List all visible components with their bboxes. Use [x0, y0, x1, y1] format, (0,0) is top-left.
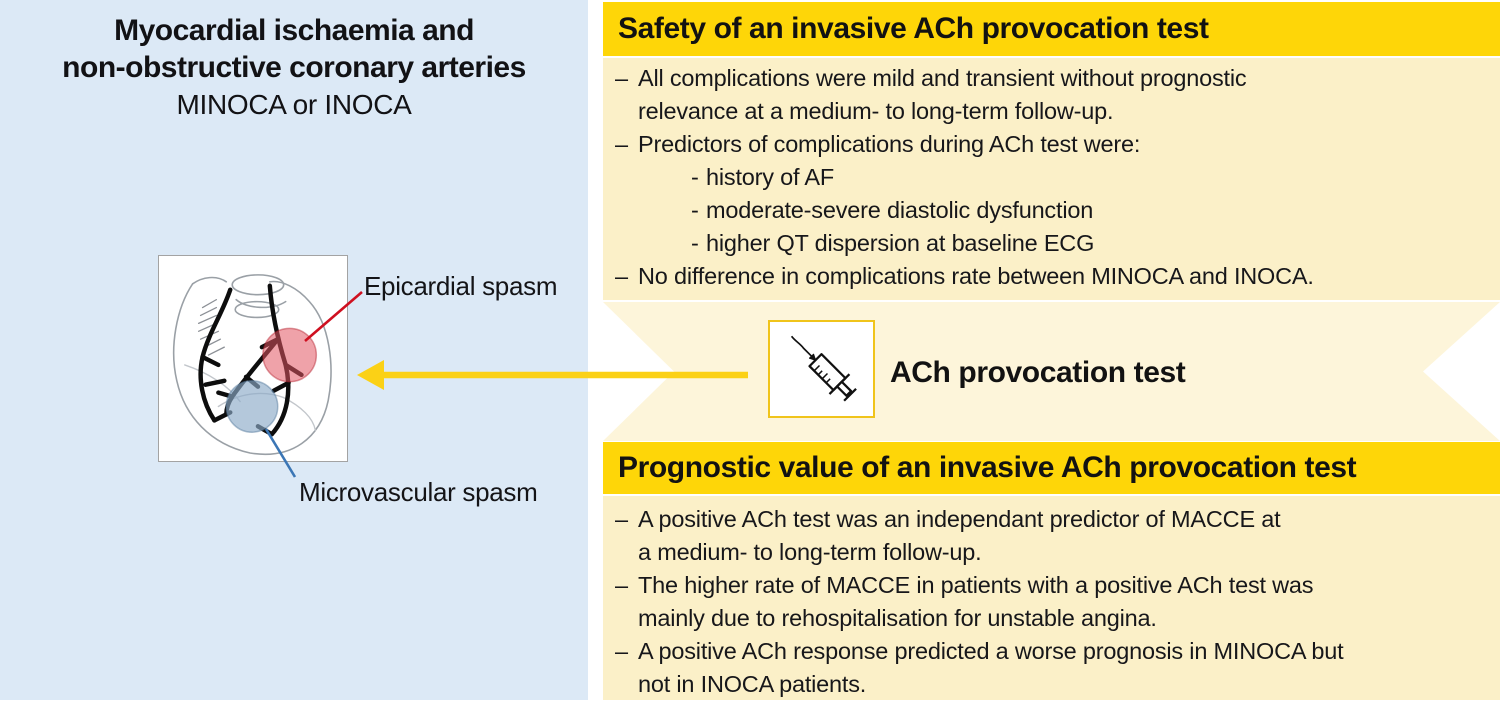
syringe-box [768, 320, 875, 418]
left-notch-shape [603, 302, 674, 441]
bullet-text: history of AF [706, 164, 835, 190]
bullet-marker: – [615, 572, 628, 598]
left-title-block [0, 12, 588, 123]
microvascular-spasm-label: Microvascular spasm [299, 477, 538, 507]
bullet-text: Predictors of complications during ACh test were: [638, 131, 1141, 157]
bullet-text: The higher rate of MACCE in patients with a positive ACh test was mainly due to rehospitalisation for unstable angina. [638, 572, 1314, 631]
bullet-item [615, 503, 1486, 569]
bullet-item [615, 635, 1486, 701]
bullet-text: A positive ACh response predicted a worse prognosis in MINOCA but not in INOCA patients. [638, 638, 1344, 697]
prognostic-header: Prognostic value of an invasive ACh provocation test [603, 442, 1500, 494]
bullet-item [615, 227, 1486, 260]
bullet-item [615, 161, 1486, 194]
syringe-icon [770, 322, 873, 416]
bullet-text: No difference in complications rate between MINOCA and INOCA. [638, 263, 1314, 289]
bullet-item [615, 62, 1486, 128]
bullet-marker: – [615, 263, 628, 289]
safety-box [603, 58, 1500, 300]
bullet-marker: – [615, 506, 628, 532]
epicardial-spasm-label: Epicardial spasm [364, 271, 558, 301]
heart-drawing-svg [159, 256, 347, 461]
title-line-1: Myocardial ischaemia and [114, 14, 474, 47]
microvascular-spasm-zone [226, 381, 277, 432]
bullet-marker: - [691, 164, 699, 190]
bullet-text: A positive ACh test was an independant predictor of MACCE at a medium- to long-term follow-up. [638, 506, 1281, 565]
page-title [0, 12, 588, 86]
bullet-item [615, 194, 1486, 227]
bullet-item [615, 569, 1486, 635]
right-notch-shape [1423, 302, 1500, 441]
bullet-marker: – [615, 638, 628, 664]
ach-test-label: ACh provocation test [890, 356, 1186, 389]
left-panel [0, 0, 588, 700]
page-subtitle: MINOCA or INOCA [176, 89, 412, 120]
bullet-marker: - [691, 230, 699, 256]
safety-header: Safety of an invasive ACh provocation test [603, 2, 1500, 56]
bullet-text: moderate-severe diastolic dysfunction [706, 197, 1094, 223]
heart-illustration [158, 255, 348, 462]
bullet-marker: – [615, 65, 628, 91]
title-line-2: non-obstructive coronary arteries [62, 51, 526, 84]
bullet-marker: - [691, 197, 699, 223]
prognostic-box [603, 496, 1500, 700]
bullet-text: All complications were mild and transient without prognostic relevance at a medium- to long-term follow-up. [638, 65, 1247, 124]
bullet-item [615, 260, 1486, 293]
bullet-item [615, 128, 1486, 161]
right-column [603, 0, 1500, 700]
epicardial-spasm-zone [263, 328, 316, 381]
bullet-text: higher QT dispersion at baseline ECG [706, 230, 1095, 256]
bullet-marker: – [615, 131, 628, 157]
